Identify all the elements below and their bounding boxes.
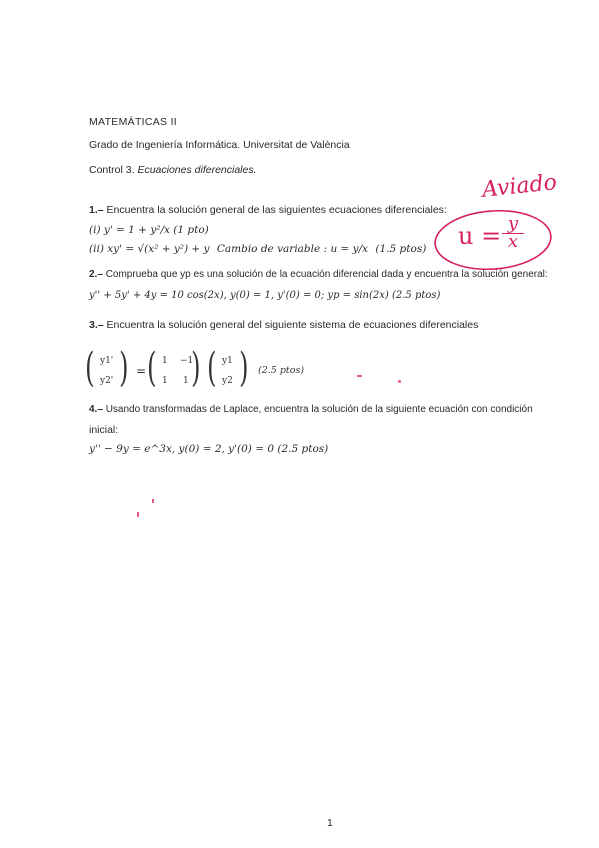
red-mark	[398, 380, 401, 383]
handwritten-formula: u =	[458, 222, 502, 250]
q2-statement	[89, 269, 548, 280]
q2-equation: y'' + 5y' + 4y = 10 cos(2x), y(0) = 1, y'(0) = 0; yp = sin(2x) (2.5 ptos)	[89, 290, 441, 301]
q4-statement	[89, 404, 533, 415]
q3-text: Encuentra la solución general del siguiente sistema de ecuaciones diferenciales	[106, 319, 479, 331]
right-paren: )	[191, 345, 201, 391]
q4-equation: y'' − 9y = e^3x, y(0) = 2, y'(0) = 0 (2.5 ptos)	[89, 443, 329, 455]
lhs-cell: y2'	[100, 376, 114, 386]
rhs-cell: y2	[222, 376, 233, 386]
matrix-cell: −1	[180, 356, 194, 366]
q1-text: Encuentra la solución general de las siguientes ecuaciones diferenciales:	[106, 204, 447, 216]
q1-part-ii-points: (1.5 ptos)	[375, 243, 427, 255]
rhs-cell: y1	[222, 356, 233, 366]
q3-system	[86, 346, 346, 396]
course-title: MATEMÁTICAS II	[89, 116, 178, 128]
red-mark	[357, 375, 362, 377]
q1-part-ii-equation: (ii) xy' = √(x² + y²) + y	[89, 243, 210, 255]
right-paren: )	[239, 345, 249, 391]
handwritten-fraction: y x	[502, 216, 524, 250]
matrix-cell: 1	[162, 376, 168, 386]
q3-points: (2.5 ptos)	[258, 365, 305, 376]
left-paren: (	[147, 345, 157, 391]
matrix-cell: 1	[183, 376, 189, 386]
q2-text: Comprueba que yp es una solución de la ecuación diferencial dada y encuentra la solución general:	[105, 269, 548, 280]
q1-number: 1.–	[89, 204, 104, 216]
control-topic: Ecuaciones diferenciales.	[137, 164, 257, 176]
q1-part-i: (i) y' = 1 + y²/x (1 pto)	[89, 224, 209, 236]
q1-part-ii	[89, 243, 426, 255]
red-mark	[152, 499, 154, 503]
degree-line: Grado de Ingeniería Informática. Universitat de València	[89, 139, 350, 151]
q4-number: 4.–	[89, 404, 103, 415]
control-line	[89, 164, 257, 176]
control-prefix: Control 3.	[89, 164, 138, 176]
q3-statement	[89, 319, 478, 331]
q1-part-ii-hint: Cambio de variable : u = y/x	[216, 243, 369, 255]
page-number: 1	[327, 817, 333, 829]
q1-statement	[89, 204, 447, 216]
left-paren: (	[85, 345, 95, 391]
q4-text: Usando transformadas de Laplace, encuentra la solución de la siguiente ecuación con condición	[105, 404, 533, 415]
handwritten-word: Aviado	[480, 170, 559, 203]
q3-number: 3.–	[89, 319, 104, 331]
right-paren: )	[119, 345, 129, 391]
left-paren: (	[207, 345, 217, 391]
q4-statement-cont: inicial:	[89, 424, 119, 436]
lhs-cell: y1'	[100, 356, 114, 366]
q2-number: 2.–	[89, 269, 103, 280]
matrix-cell: 1	[162, 356, 168, 366]
red-mark	[137, 512, 139, 517]
equals-sign: =	[136, 364, 147, 378]
